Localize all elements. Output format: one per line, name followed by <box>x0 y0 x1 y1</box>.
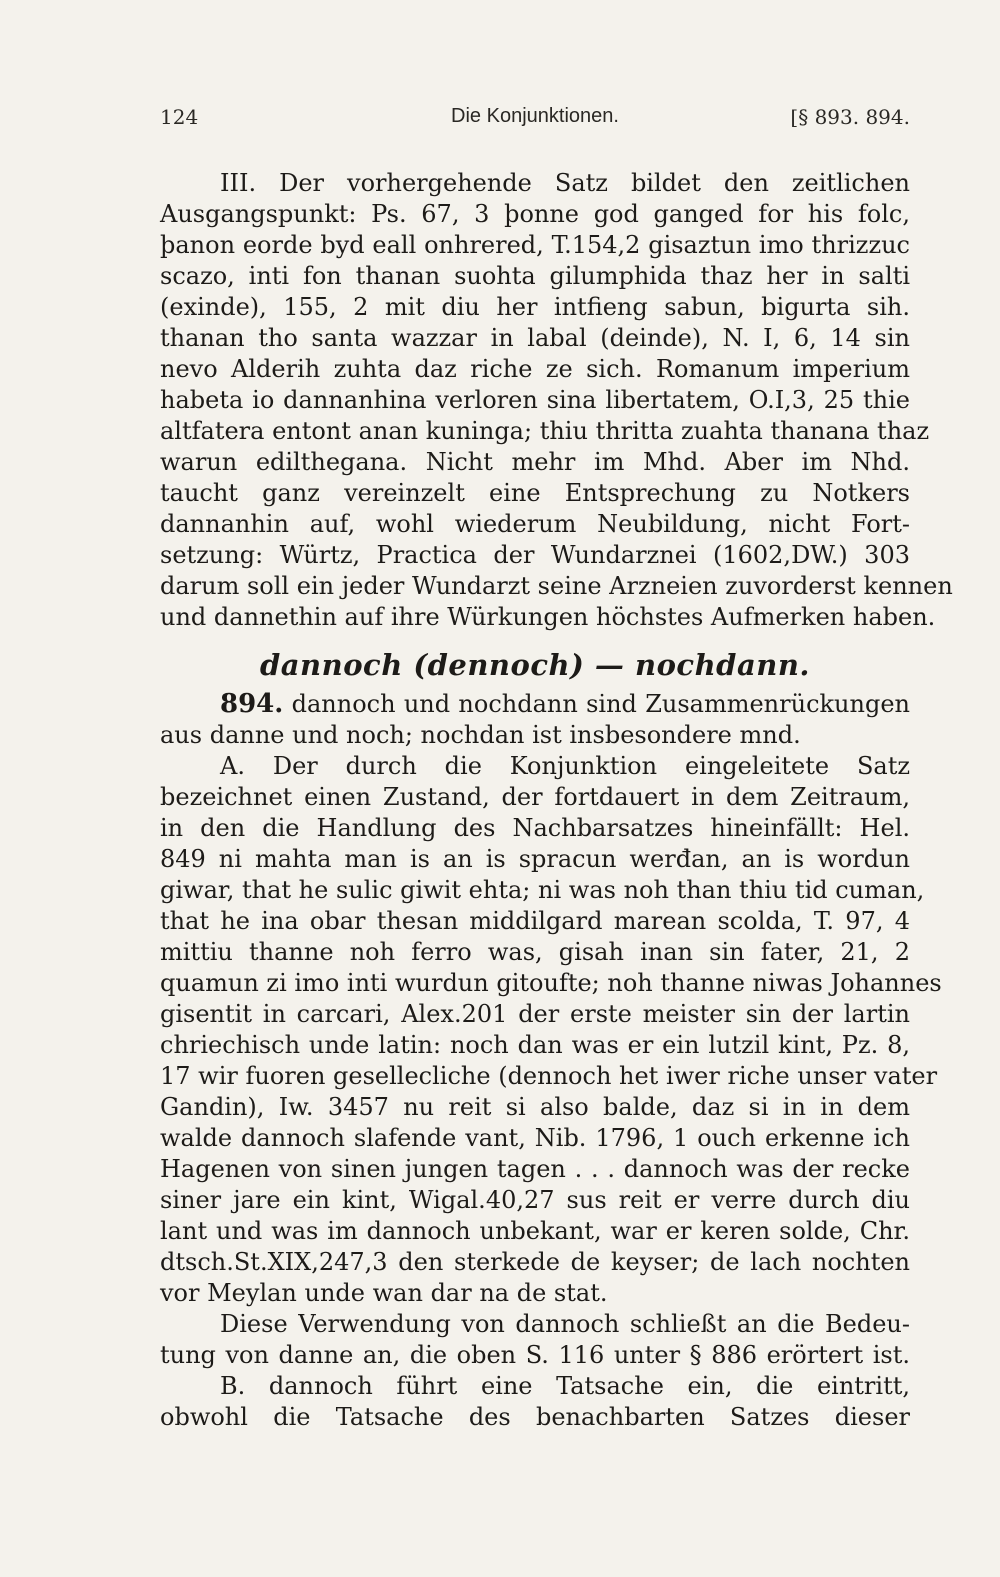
text-line: thanan tho santa wazzar in labal (deinde), N. I, 6, 14 sin <box>160 324 910 352</box>
paragraph-a <box>160 751 942 1309</box>
paragraph-verwendung <box>160 1309 910 1371</box>
paragraph-894 <box>160 689 910 751</box>
text-line: that he ina obar thesan middilgard marean scolda, T. 97, 4 <box>160 907 910 935</box>
running-title: Die Konjunktionen. <box>451 105 619 127</box>
text-line: Hagenen von sinen jungen tagen . . . dannoch was der recke <box>160 1155 910 1183</box>
text-line: siner jare ein kint, Wigal.40,27 sus reit er verre durch diu <box>160 1186 910 1214</box>
section-reference: [§ 893. 894. <box>790 105 910 129</box>
running-header <box>160 105 910 135</box>
section-number: 894. <box>220 689 284 719</box>
text-line: walde dannoch slafende vant, Nib. 1796, 1 ouch erkenne ich <box>160 1124 910 1152</box>
text-line: Gandin), Iw. 3457 nu reit si also balde, daz si in in dem <box>160 1093 910 1121</box>
text-line: altfatera entont anan kuninga; thiu thritta zuahta thanana thaz <box>160 417 930 445</box>
text-line: aus danne und noch; nochdan ist insbesondere mnd. <box>160 721 801 749</box>
page-number: 124 <box>160 105 199 129</box>
text-line <box>160 689 910 720</box>
text-line: dtsch.St.XIX,247,3 den sterkede de keyser; de lach nochten <box>160 1248 910 1276</box>
text-line: quamun zi imo inti wurdun gitoufte; noh thanne niwas Johannes <box>160 969 942 997</box>
text-line: A. Der durch die Konjunktion eingeleitete Satz <box>220 752 910 780</box>
text-line: 17 wir fuoren gesellecliche (dennoch het iwer riche unser vater <box>160 1062 938 1090</box>
text-line: gisentit in carcari, Alex.201 der erste meister sin der lartin <box>160 1000 910 1028</box>
text-line: vor Meylan unde wan dar na de stat. <box>160 1279 608 1307</box>
text-line: und dannethin auf ihre Würkungen höchstes Aufmerken haben. <box>160 603 936 631</box>
text-line: bezeichnet einen Zustand, der fortdauert in dem Zeitraum, <box>160 783 910 811</box>
text-line: III. Der vorhergehende Satz bildet den zeitlichen <box>220 169 910 197</box>
text-line: þanon eorde byd eall onhrered, T.154,2 gisaztun imo thrizzuc <box>160 231 910 259</box>
main-text <box>160 168 953 1433</box>
text-line: mittiu thanne noh ferro was, gisah inan sin fater, 21, 2 <box>160 938 910 966</box>
text-line: taucht ganz vereinzelt eine Entsprechung zu Notkers <box>160 479 910 507</box>
text-line: B. dannoch führt eine Tatsache ein, die eintritt, <box>220 1372 910 1400</box>
text-line: 849 ni mahta man is an is spracun werđan, an is wordun <box>160 845 910 873</box>
text-line: Diese Verwendung von dannoch schließt an die Bedeu- <box>220 1310 910 1338</box>
text-line: setzung: Würtz, Practica der Wundarznei (1602,DW.) 303 <box>160 541 910 569</box>
text-line: chriechisch unde latin: noch dan was er ein lutzil kint, Pz. 8, <box>160 1031 910 1059</box>
text-line: Ausgangspunkt: Ps. 67, 3 þonne god ganged for his folc, <box>160 200 910 228</box>
text-line: tung von danne an, die oben S. 116 unter § 886 erörtert ist. <box>160 1341 910 1369</box>
text-span: dannoch und nochdann sind Zusammenrückungen <box>291 690 910 718</box>
text-line: nevo Alderih zuhta daz riche ze sich. Romanum imperium <box>160 355 910 383</box>
text-line: habeta io dannanhina verloren sina libertatem, O.I,3, 25 thie <box>160 386 910 414</box>
text-line: darum soll ein jeder Wundarzt seine Arzneien zuvorderst kennen <box>160 572 953 600</box>
text-line: (exinde), 155, 2 mit diu her intfieng sabun, bigurta sih. <box>160 293 910 321</box>
text-line: obwohl die Tatsache des benachbarten Satzes dieser <box>160 1403 910 1431</box>
paragraph-b <box>160 1371 910 1433</box>
text-line: lant und was im dannoch unbekant, war er keren solde, Chr. <box>160 1217 910 1245</box>
text-line: warun edilthegana. Nicht mehr im Mhd. Aber im Nhd. <box>160 448 910 476</box>
section-heading: dannoch (dennoch) — nochdann. <box>259 648 811 682</box>
text-line: in den die Handlung des Nachbarsatzes hineinfällt: Hel. <box>160 814 910 842</box>
text-line: dannanhin auf, wohl wiederum Neubildung, nicht Fort- <box>160 510 910 538</box>
text-line: giwar, that he sulic giwit ehta; ni was noh than thiu tid cuman, <box>160 876 925 904</box>
text-line: scazo, inti fon thanan suohta gilumphida thaz her in salti <box>160 262 910 290</box>
paragraph-iii <box>160 168 953 633</box>
